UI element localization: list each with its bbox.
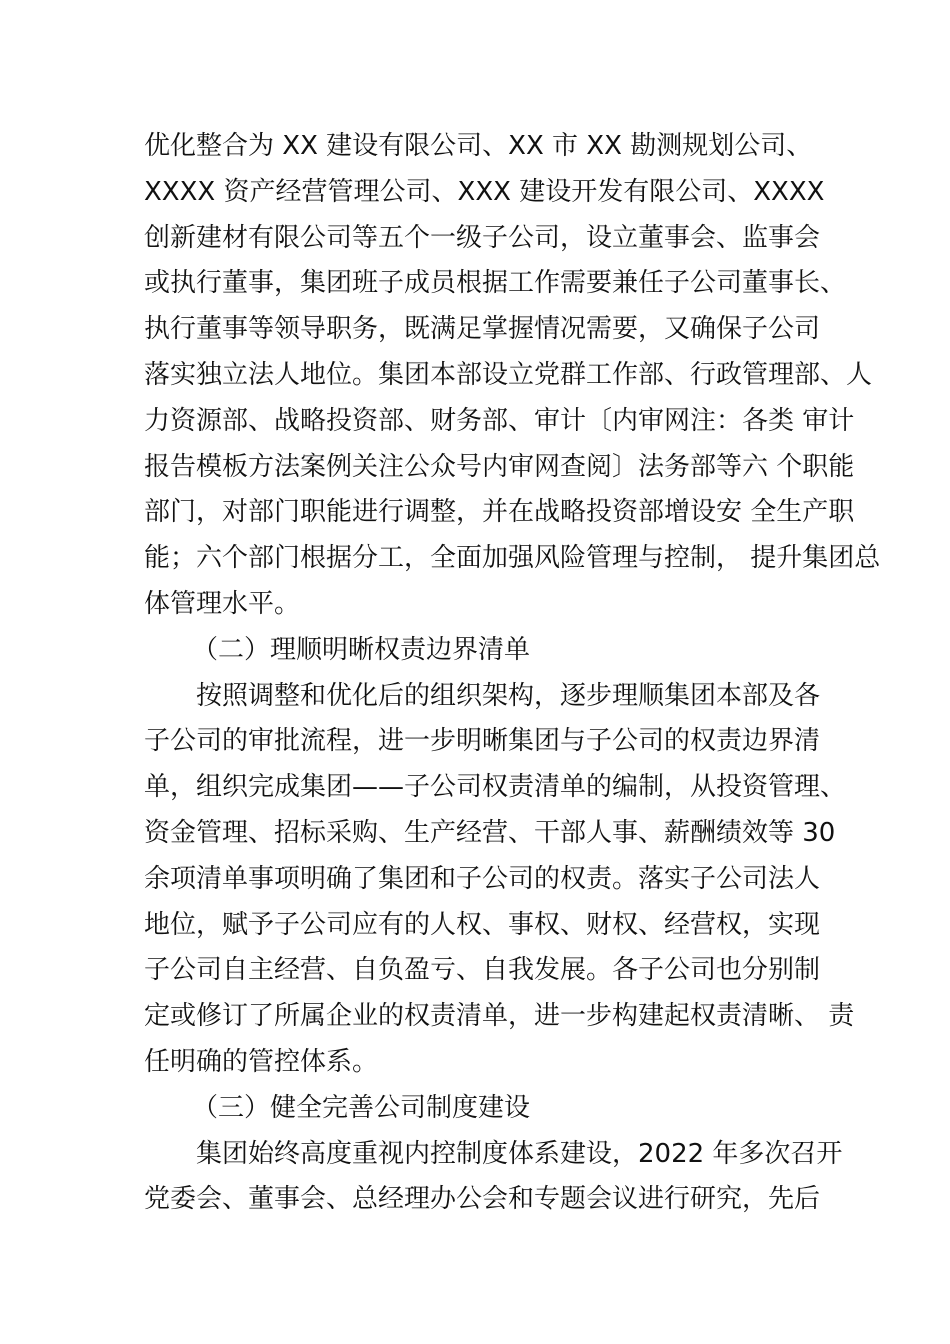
text-line: 优化整合为 XX 建设有限公司、XX 市 XX 勘测规划公司、 bbox=[144, 131, 813, 161]
text-line: 执行董事等领导职务，既满足掌握情况需要，又确保子公司 bbox=[144, 314, 821, 345]
text-line: 定或修订了所属企业的权责清单，进一步构建起权责清晰、 责 bbox=[144, 1001, 855, 1032]
text-line: 体管理水平。 bbox=[144, 588, 301, 619]
text-line: 创新建材有限公司等五个一级子公司，设立董事会、监事会 bbox=[144, 222, 821, 253]
text-line: 或执行董事，集团班子成员根据工作需要兼任子公司董事长、 bbox=[144, 268, 847, 299]
text-line: 地位，赋予子公司应有的人权、事权、财权、经营权，实现 bbox=[144, 909, 821, 940]
text-line: 单，组织完成集团——子公司权责清单的编制，从投资管理、 bbox=[144, 772, 847, 803]
text-line: 余项清单事项明确了集团和子公司的权责。落实子公司法人 bbox=[144, 863, 821, 894]
text-line: 任明确的管控体系。 bbox=[144, 1046, 379, 1077]
text-line: 资金管理、招标采购、生产经营、干部人事、薪酬绩效等 30 bbox=[144, 817, 836, 848]
text-line: 子公司自主经营、自负盈亏、自我发展。各子公司也分别制 bbox=[144, 955, 821, 986]
text-line: 能；六个部门根据分工，全面加强风险管理与控制， 提升集团总 bbox=[144, 543, 881, 574]
text-line: 力资源部、战略投资部、财务部、审计〔内审网注：各类 审计 bbox=[144, 405, 855, 436]
text-line: 落实独立法人地位。集团本部设立党群工作部、行政管理部、人 bbox=[144, 359, 873, 390]
text-line: 党委会、董事会、总经理办公会和专题会议进行研究，先后 bbox=[144, 1184, 821, 1215]
body-text bbox=[144, 124, 881, 1223]
section-heading: （三）健全完善公司制度建设 bbox=[192, 1092, 531, 1123]
text-line: XXXX 资产经营管理公司、XXX 建设开发有限公司、XXXX bbox=[144, 176, 825, 207]
text-line: 子公司的审批流程，进一步明晰集团与子公司的权责边界清 bbox=[144, 726, 821, 757]
paragraph-first-line: 集团始终高度重视内控制度体系建设，2022 年多次召开 bbox=[196, 1138, 843, 1169]
text-line: 部门，对部门职能进行调整，并在战略投资部增设安 全生产职 bbox=[144, 497, 855, 528]
section-heading: （二）理顺明晰权责边界清单 bbox=[192, 634, 531, 665]
text-line: 报告模板方法案例关注公众号内审网查阅〕法务部等六 个职能 bbox=[144, 451, 855, 482]
paragraph-first-line: 按照调整和优化后的组织架构，逐步理顺集团本部及各 bbox=[196, 680, 821, 711]
